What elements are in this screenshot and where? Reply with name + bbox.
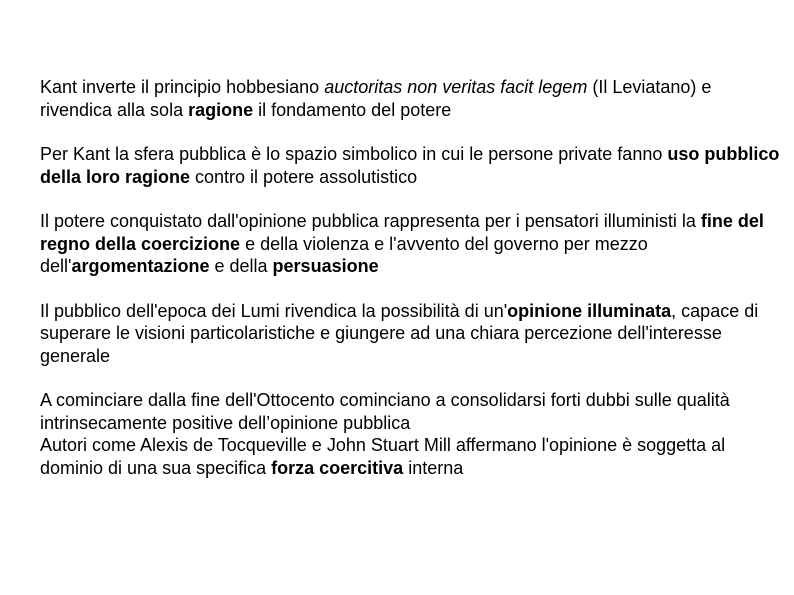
text-run: e della bbox=[209, 256, 273, 276]
paragraph-potere-opinione bbox=[40, 210, 780, 278]
text-run: (Il Leviatano) e rivendica alla sola bbox=[40, 77, 712, 120]
text-run: Kant inverte il principio hobbesiano bbox=[40, 77, 325, 97]
text-run-italic: auctoritas non veritas facit legem bbox=[324, 77, 588, 97]
text-run-bold: uso pubblico della loro ragione bbox=[40, 144, 780, 187]
text-run-bold: persuasione bbox=[272, 256, 379, 276]
text-run-bold: ragione bbox=[188, 99, 254, 120]
text-run-bold: argomentazione bbox=[71, 256, 210, 276]
paragraph-ottocento bbox=[40, 389, 780, 434]
paragraph-pubblico-lumi bbox=[40, 300, 780, 368]
text-run-bold: forza coercitiva bbox=[271, 457, 404, 478]
text-run: Autori come Alexis de Tocqueville e John Stuart Mill affermano l'opinione è soggetta al dominio di una sua specifica bbox=[40, 435, 726, 478]
text-run-bold: opinione illuminata bbox=[507, 300, 672, 321]
text-run: il fondamento del potere bbox=[253, 99, 452, 120]
slide-text-body bbox=[40, 76, 780, 479]
text-run: A cominciare dalla fine dell'Ottocento cominciano a consolidarsi forti dubbi sulle qualità intrinsecamente positive dell’opinione pubblica bbox=[40, 390, 730, 433]
text-run: Il pubblico dell'epoca dei Lumi rivendica la possibilità di un' bbox=[40, 300, 508, 321]
paragraph-kant-sfera-pubblica bbox=[40, 143, 780, 188]
paragraph-kant-hobbes bbox=[40, 76, 780, 121]
text-run-bold: fine del regno della coercizione bbox=[40, 211, 764, 254]
text-run: e della violenza e l'avvento del governo per mezzo dell' bbox=[40, 233, 648, 276]
text-run: contro il potere assolutistico bbox=[190, 166, 418, 187]
text-run: Il potere conquistato dall'opinione pubblica rappresenta per i pensatori illuministi la bbox=[40, 211, 701, 231]
text-run: Per Kant la sfera pubblica è lo spazio simbolico in cui le persone private fanno bbox=[40, 144, 668, 164]
text-run: interna bbox=[403, 457, 464, 478]
paragraph-tocqueville-mill bbox=[40, 434, 780, 479]
text-run: , capace di superare le visioni particolaristiche e giungere ad una chiara percezione dell'interesse generale bbox=[40, 300, 759, 366]
